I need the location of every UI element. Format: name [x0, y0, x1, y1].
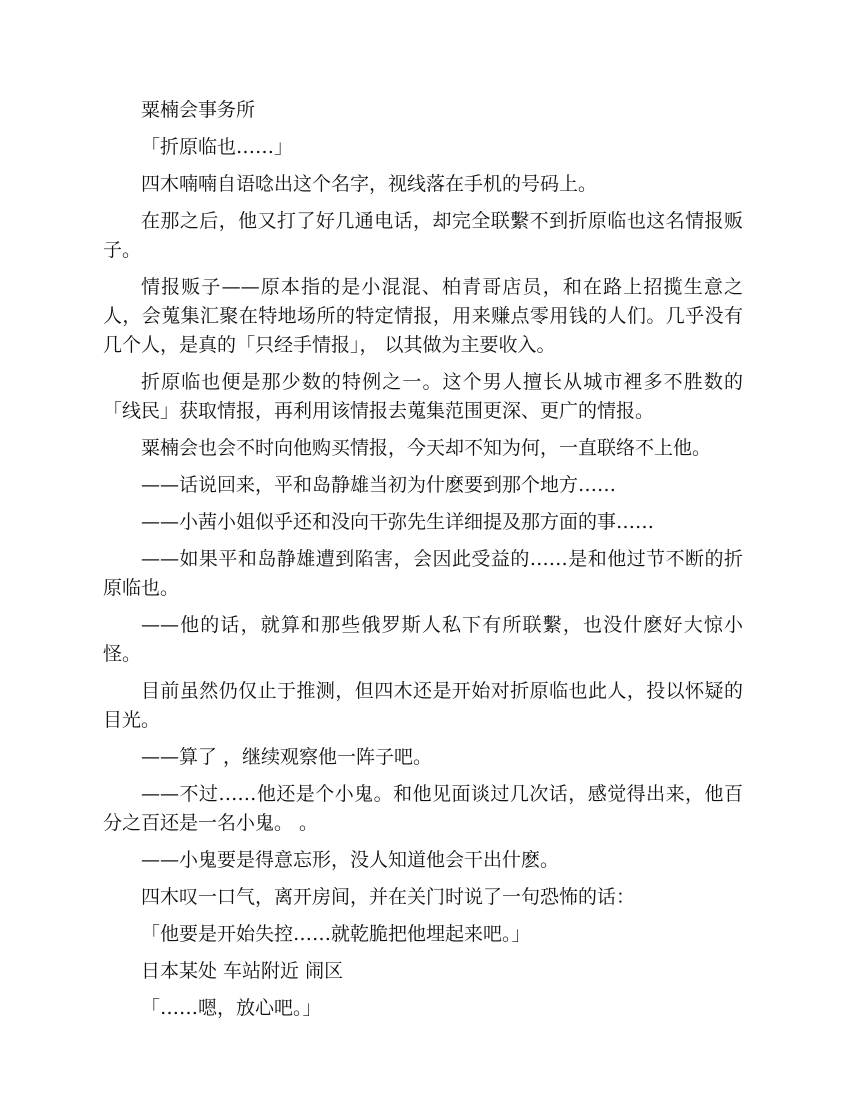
paragraph-18: 日本某处 车站附近 闹区	[141, 960, 344, 982]
paragraph-13: ——算了 ，继续观察他一阵子吧。	[141, 746, 433, 768]
paragraph-15: ——小鬼要是得意忘形，没人知道他会干出什麽。	[141, 849, 560, 871]
paragraph-1: 粟楠会事务所	[141, 99, 256, 121]
paragraph-5: 情报贩子——原本指的是小混混、柏青哥店员，和在路上招揽生意之人，会蒐集汇聚在特地场所的特定情报，用来赚点零用钱的人们。几乎没有几个人，是真的「只经手情报」， 以其做为主要收入。	[103, 276, 743, 356]
paragraph-16: 四木叹一口气，离开房间，并在关门时说了一句恐怖的话：	[141, 886, 636, 908]
paragraph-2: 「折原临也……」	[141, 136, 294, 158]
paragraph-10: ——如果平和岛静雄遭到陷害，会因此受益的……是和他过节不断的折原临也。	[103, 548, 743, 599]
paragraph-11: ——他的话，就算和那些俄罗斯人私下有所联繫，也没什麽好大惊小怪。	[103, 614, 743, 665]
paragraph-19: 「……嗯，放心吧。」	[141, 997, 322, 1019]
paragraph-4: 在那之后，他又打了好几通电话，却完全联繫不到折原临也这名情报贩子。	[103, 210, 743, 261]
paragraph-14: ——不过……他还是个小鬼。和他见面谈过几次话，感觉得出来，他百分之百还是一名小鬼。 。	[103, 783, 743, 834]
paragraph-9: ——小茜小姐似乎还和没向干弥先生详细提及那方面的事……	[141, 511, 655, 533]
paragraph-6: 折原临也便是那少数的特例之一。这个男人擅长从城市裡多不胜数的「线民」获取情报，再利用该情报去蒐集范围更深、更广的情报。	[103, 371, 743, 422]
paragraph-17: 「他要是开始失控……就乾脆把他埋起来吧。」	[141, 923, 531, 945]
paragraph-12: 目前虽然仍仅止于推测，但四木还是开始对折原临也此人，投以怀疑的目光。	[103, 680, 743, 731]
document-page	[103, 96, 743, 1031]
paragraph-3: 四木喃喃自语唸出这个名字，视线落在手机的号码上。	[141, 173, 598, 195]
paragraph-7: 粟楠会也会不时向他购买情报，今天却不知为何，一直联络不上他。	[141, 437, 712, 459]
paragraph-8: ——话说回来，平和岛静雄当初为什麽要到那个地方……	[141, 474, 617, 496]
